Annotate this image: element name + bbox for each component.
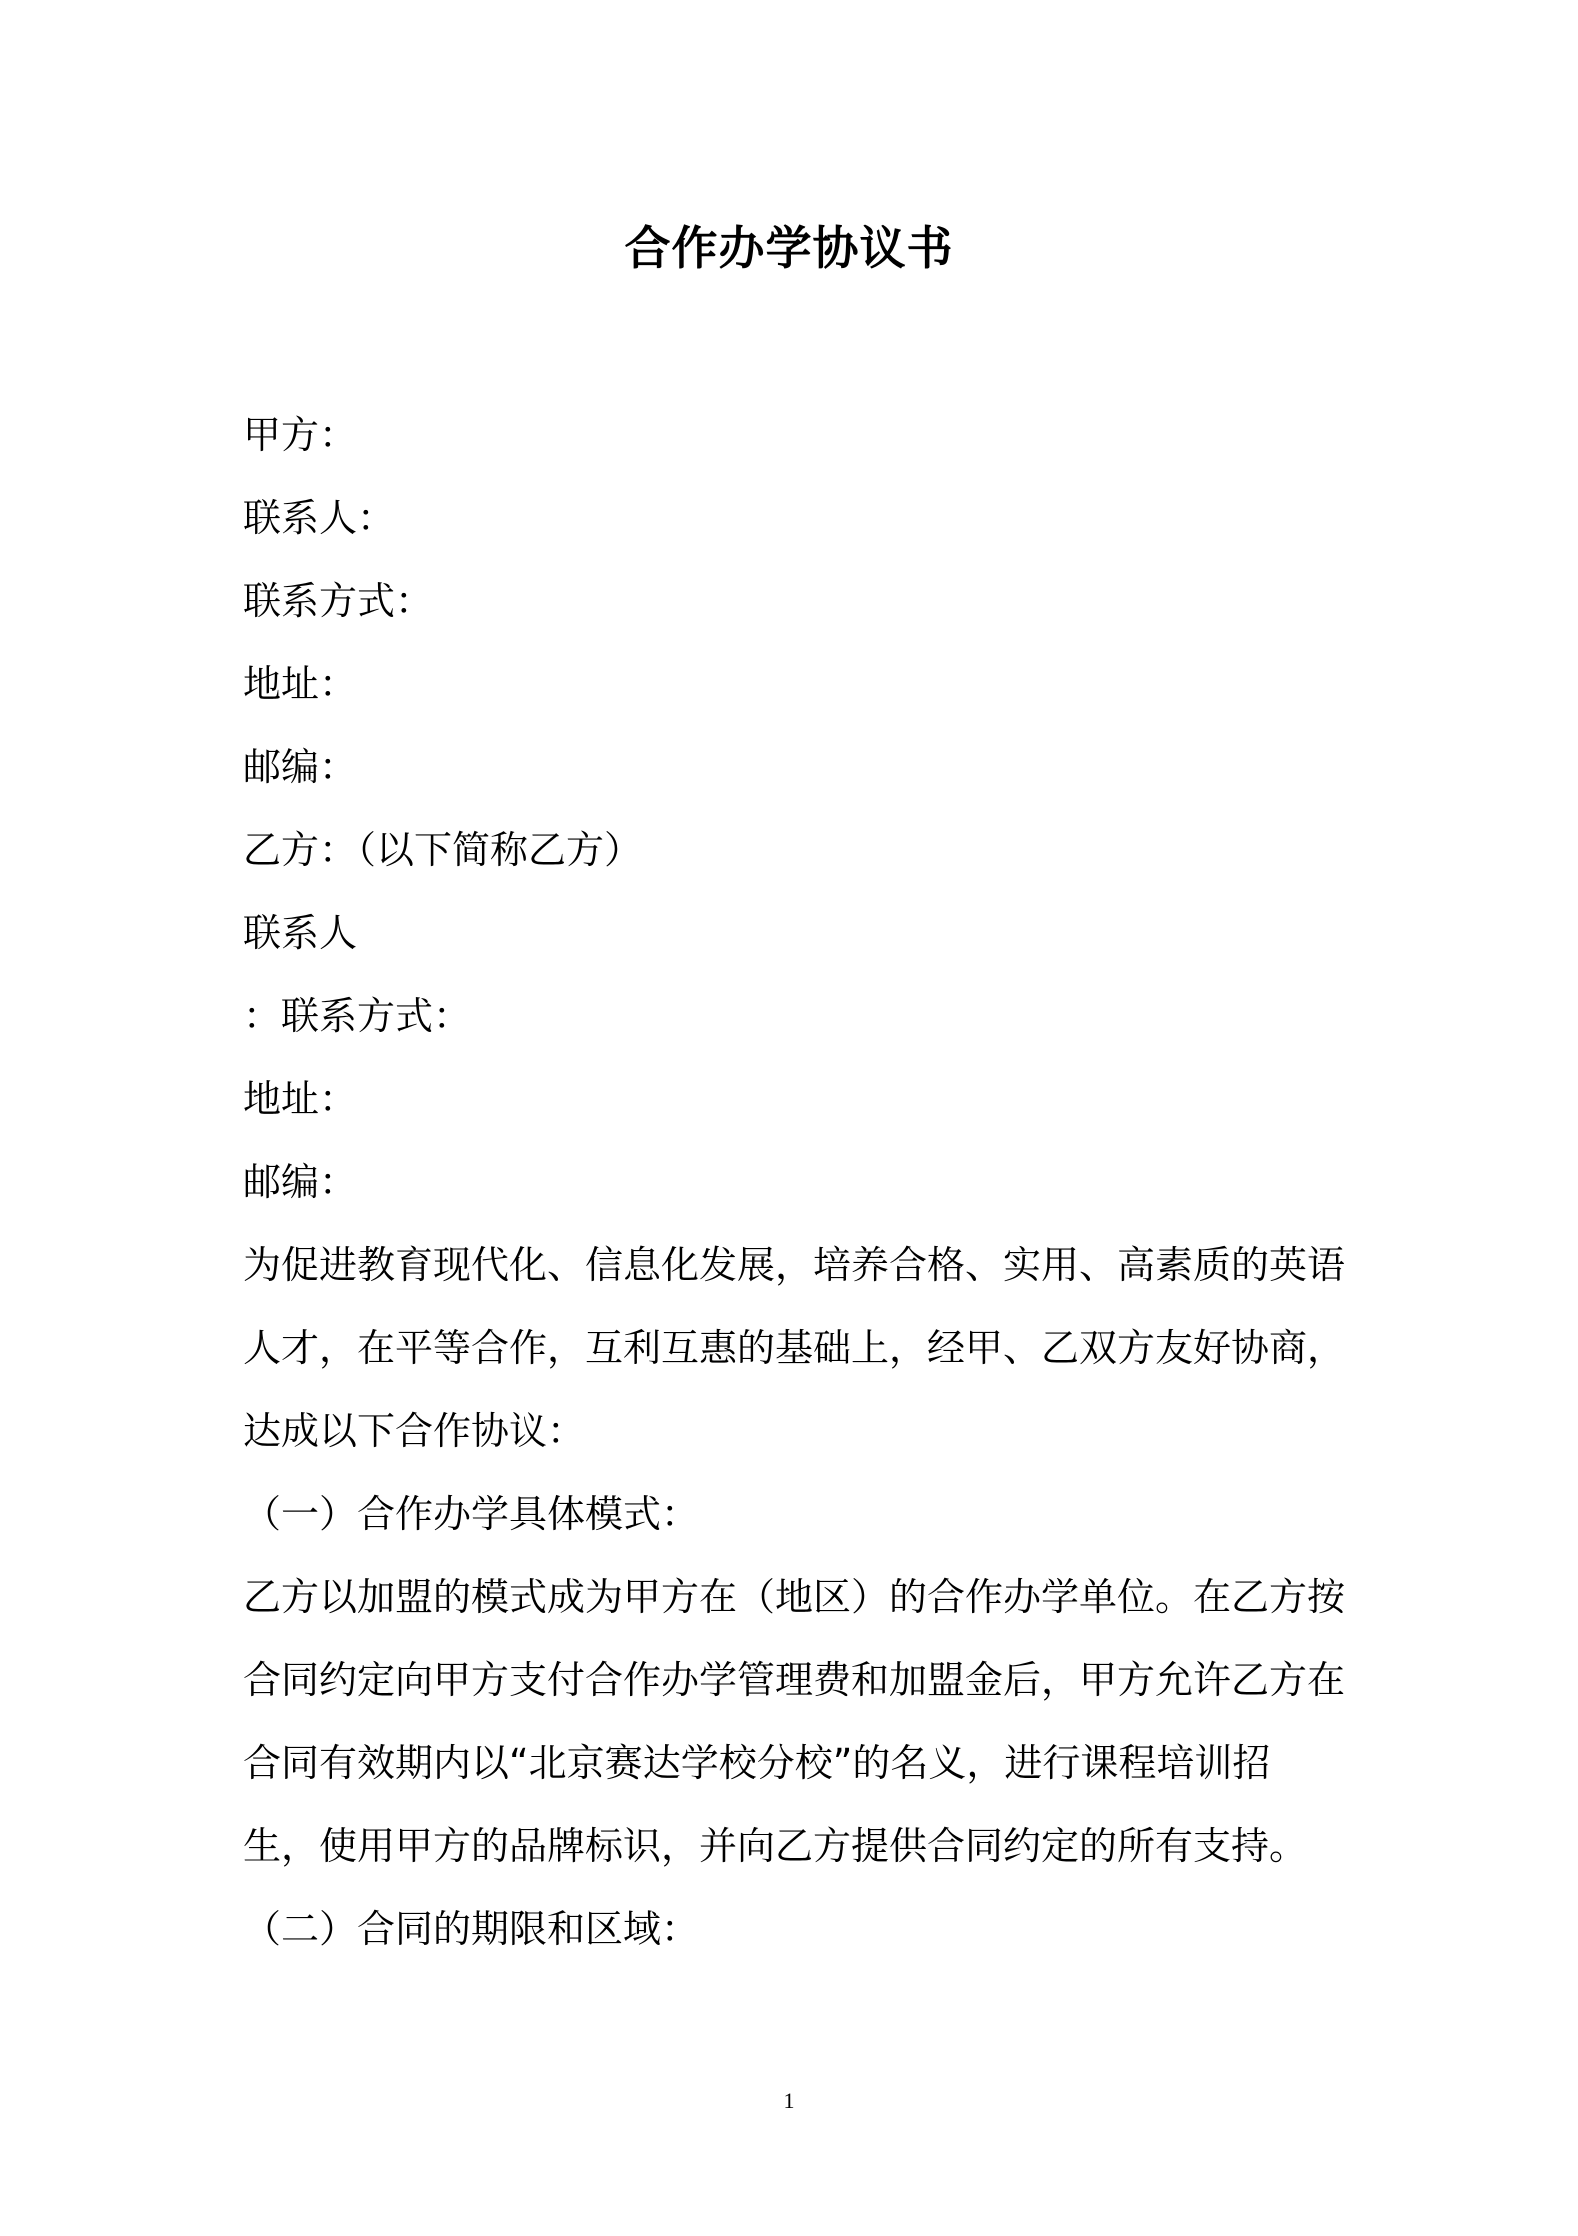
party-b-address: 地址： <box>243 1077 358 1121</box>
party-a-postcode: 邮编： <box>243 745 358 789</box>
section-1-line: 生，使用甲方的品牌标识，并向乙方提供合同约定的所有支持。 <box>243 1824 1308 1868</box>
section-2-heading: （二）合同的期限和区域： <box>243 1907 700 1951</box>
preamble-line: 为促进教育现代化、信息化发展，培养合格、实用、高素质的英语 <box>243 1243 1346 1287</box>
party-a-contact-person: 联系人： <box>243 496 396 540</box>
party-a-contact-method: 联系方式： <box>243 579 434 623</box>
section-1-heading: （一）合作办学具体模式： <box>243 1492 700 1536</box>
party-a-label: 甲方： <box>243 413 358 457</box>
party-b-postcode: 邮编： <box>243 1160 358 1204</box>
section-1-line: 乙方以加盟的模式成为甲方在（地区）的合作办学单位。在乙方按 <box>243 1575 1346 1619</box>
section-1-line: 合同约定向甲方支付合作办学管理费和加盟金后，甲方允许乙方在 <box>243 1658 1346 1702</box>
party-b-label: 乙方：（以下简称乙方） <box>243 828 643 872</box>
preamble-line: 人才，在平等合作，互利互惠的基础上，经甲、乙双方友好协商， <box>243 1326 1346 1370</box>
party-a-address: 地址： <box>243 662 358 706</box>
party-b-contact-person: 联系人 <box>243 911 358 955</box>
party-b-contact-method: ：联系方式： <box>243 994 472 1038</box>
page-number: 1 <box>783 2088 795 2113</box>
section-1-line: 合同有效期内以“北京赛达学校分校”的名义，进行课程培训招 <box>243 1741 1271 1785</box>
document-title: 合作办学协议书 <box>624 221 954 275</box>
preamble-line: 达成以下合作协议： <box>243 1409 586 1453</box>
